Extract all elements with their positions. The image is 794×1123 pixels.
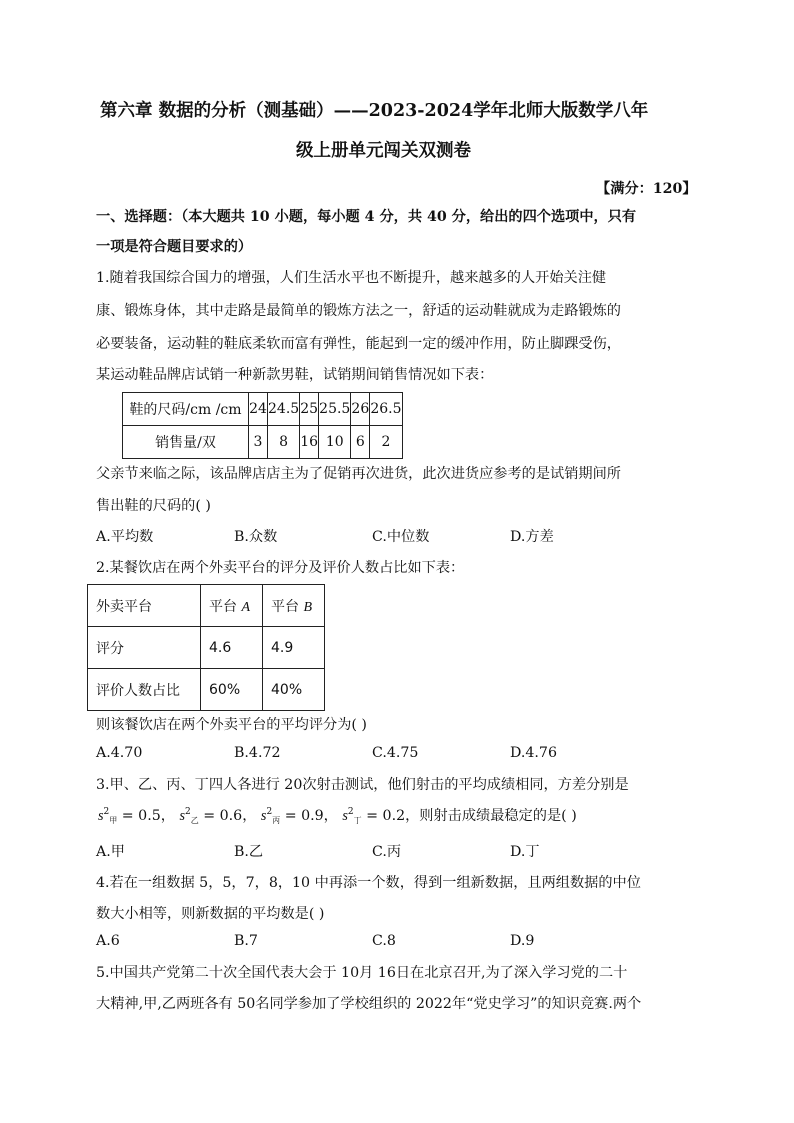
- table-cell: 25.5: [319, 393, 351, 426]
- q3-stem: 3.甲、乙、丙、丁四人各进行 20次射击测试，他们射击的平均成绩相同，方差分别是: [96, 777, 629, 793]
- platform-a-letter: A: [241, 599, 251, 615]
- section-heading-line-2: 一项是符合题目要求的）: [96, 239, 253, 255]
- q1-choices: [96, 526, 696, 548]
- table-cell: 3: [249, 426, 268, 459]
- q3-choices: [96, 841, 696, 863]
- variance-term: $s^2_乙 = 0.6$: [179, 807, 243, 825]
- section-heading-line-1: 一、选择题：（本大题共 10 小题，每小题 4 分，共 40 分，给出的四个选项中，只有: [96, 209, 637, 225]
- q5-stem-line-1: 5.中国共产党第二十次全国代表大会于 10月 16日在北京召开,为了深入学习党的二十: [96, 965, 628, 981]
- table-row: [88, 585, 325, 627]
- q1-choice-b: B.众数: [234, 529, 278, 545]
- table-cell: [201, 585, 263, 627]
- table-row: [123, 393, 403, 426]
- q3-choice-c: C.丙: [372, 844, 402, 860]
- q4-choice-a: A.6: [96, 933, 120, 949]
- variance-value: = 0.2: [366, 808, 406, 824]
- table-row: [88, 627, 325, 669]
- q2-choice-c: C.4.75: [372, 745, 419, 761]
- table-cell: 25: [300, 393, 319, 426]
- q5-stem-line-2: 大精神,甲,乙两班各有 50名同学参加了学校组织的 2022年“党史学习”的知识竞赛.两个: [96, 996, 642, 1012]
- q3-tail: ，则射击成绩最稳定的是( ): [405, 808, 577, 824]
- variance-term: $s^2_丙 = 0.9$: [260, 807, 324, 825]
- table-cell: 4.6: [201, 627, 263, 669]
- q1-stem-line-4: 某运动鞋品牌店试销一种新款男鞋，试销期间销售情况如下表：: [96, 367, 494, 383]
- table-cell: 10: [319, 426, 351, 459]
- doc-title-line-1: 第六章 数据的分析（测基础）——2023-2024学年北师大版数学八年: [100, 101, 649, 121]
- q2-after: 则该餐饮店在两个外卖平台的平均评分为( ): [96, 717, 367, 733]
- table-cell: 16: [300, 426, 319, 459]
- variance-sub: 丙: [272, 816, 281, 825]
- q3-choice-a: A.甲: [96, 844, 125, 860]
- table-cell: 鞋的尺码/cm /cm: [123, 393, 249, 426]
- q2-choice-a: A.4.70: [96, 745, 143, 761]
- platform-b-label: 平台: [271, 598, 299, 615]
- table-cell: 评价人数占比: [88, 669, 201, 711]
- variance-term: $s^2_甲 = 0.5$: [98, 807, 161, 825]
- table-cell: [263, 585, 325, 627]
- q4-stem-line-2: 数大小相等，则新数据的平均数是( ): [96, 906, 325, 922]
- q1-stem-line-3: 必要装备，运动鞋的鞋底柔软而富有弹性，能起到一定的缓冲作用，防止脚踝受伤，: [96, 336, 621, 352]
- q4-stem-line-1: 4.若在一组数据 5，5，7，8，10 中再添一个数，得到一组新数据，且两组数据的中位: [96, 875, 641, 891]
- table-cell: 26: [351, 393, 370, 426]
- q4-choices: [96, 933, 696, 955]
- q3-choice-b: B.乙: [234, 844, 264, 860]
- q3-variances: $s^2_甲 = 0.5$， $s^2_乙 = 0.6$， $s^2_丙 = 0.9$， $s^2_丁 = 0.2$，则射击成绩最稳定的是( ): [98, 807, 577, 825]
- table-cell: 评分: [88, 627, 201, 669]
- platform-a-label: 平台: [209, 598, 237, 615]
- q1-stem-line-2: 康、锻炼身体，其中走路是最简单的锻炼方法之一，舒适的运动鞋就成为走路锻炼的: [96, 303, 621, 319]
- q4-choice-c: C.8: [372, 933, 396, 949]
- table-row: [88, 669, 325, 711]
- table-cell: 8: [268, 426, 300, 459]
- table-cell: 外卖平台: [88, 585, 201, 627]
- table-cell: 2: [370, 426, 402, 459]
- table-cell: 26.5: [370, 393, 402, 426]
- variance-value: = 0.9: [284, 808, 324, 824]
- table-row: [123, 426, 403, 459]
- platform-b-letter: B: [303, 599, 313, 615]
- variance-term: $s^2_丁 = 0.2$: [342, 807, 406, 825]
- q4-choice-b: B.7: [234, 933, 258, 949]
- table-cell: 40%: [263, 669, 325, 711]
- variance-sub: 丁: [353, 816, 362, 825]
- variance-value: = 0.6: [203, 808, 243, 824]
- table-cell: 6: [351, 426, 370, 459]
- q1-stem-line-1: 1.随着我国综合国力的增强，人们生活水平也不断提升，越来越多的人开始关注健: [96, 270, 607, 286]
- shoe-size-sales-table: [122, 392, 403, 459]
- q1-choice-a: A.平均数: [96, 529, 154, 545]
- q1-after-line-1: 父亲节来临之际，该品牌店店主为了促销再次进货，此次进货应参考的是试销期间所: [96, 466, 621, 482]
- table-cell: 销售量/双: [123, 426, 249, 459]
- q1-after-line-2: 售出鞋的尺码的( ): [96, 498, 211, 514]
- q2-choice-d: D.4.76: [510, 745, 557, 761]
- table-cell: 24: [249, 393, 268, 426]
- table-cell: 60%: [201, 669, 263, 711]
- variance-sub: 乙: [190, 816, 199, 825]
- q1-choice-d: D.方差: [510, 529, 554, 545]
- variance-sub: 甲: [109, 816, 118, 825]
- table-cell: 4.9: [263, 627, 325, 669]
- q2-choices: [96, 745, 696, 767]
- q4-choice-d: D.9: [510, 933, 535, 949]
- q1-choice-c: C.中位数: [372, 529, 430, 545]
- doc-title-line-2: 级上册单元闯关双测卷: [296, 141, 471, 161]
- table-cell: 24.5: [268, 393, 300, 426]
- q3-choice-d: D.丁: [510, 844, 540, 860]
- full-score: 【满分：120】: [596, 181, 697, 197]
- platform-rating-table: [87, 584, 325, 711]
- q2-stem: 2.某餐饮店在两个外卖平台的评分及评价人数占比如下表：: [96, 560, 465, 576]
- variance-value: = 0.5: [121, 808, 161, 824]
- q2-choice-b: B.4.72: [234, 745, 281, 761]
